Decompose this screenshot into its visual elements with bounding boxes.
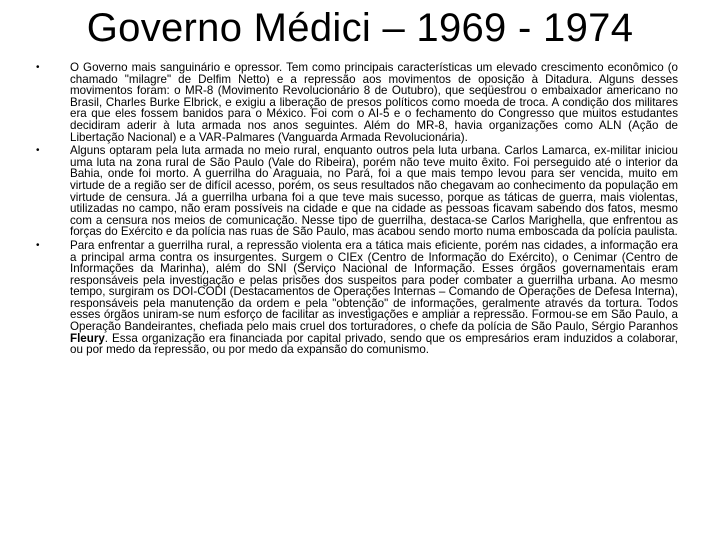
bullet-text: Alguns optaram pela luta armada no meio rural, enquanto outros pela luta urbana. Carlos Lamarca, ex-militar iniciou uma luta na zona rural de São Paulo (Vale do Ribeira), porém não teve muito êxito. Foi perseguido até o interior da Bahia, onde foi morto. A guerrilha do Araguaia, no Pará, foi a que mais tempo levou para ser vencida, muito em virtude de a região ser de difícil acesso, porém, os seus resultados não chegavam ao conhecimento da população em virtude de censura. Já a guerrilha urbana foi a que teve mais sucesso, porque as táticas de guerra, mais violentas, utilizadas no campo, não eram possíveis na cidade e que na cidade as pessoas ficavam sabendo dos fatos, mesmo com a censura nos meios de comunicação. Nesse tipo de guerrilha, destaca-se Carlos Marighella, que enfrentou as forças do Exército e da polícia nas ruas de São Paulo, mas acabou sendo morto numa emboscada da polícia paulista. [70,144,678,239]
bullet-item [36,240,678,356]
bullet-item [36,62,678,143]
bullet-dot-icon: • [36,145,40,157]
bullet-dot-icon: • [36,62,40,73]
bullet-text: O Governo mais sanguinário e opressor. Tem como principais características um elevado crescimento econômico (o chamado "milagre" de Delfim Netto) e a repressão aos movimentos de oposição à Ditadura. Alguns desses movimentos foram: o MR-8 (Movimento Revolucionário 8 de Outubro), que seqüestrou o embaixador americano no Brasil, Charles Burke Elbrick, e exigiu a liberação de presos políticos como moeda de troca. A condição dos militares era que eles fossem banidos para o México. Foi com o AI-5 e o fechamento do Congresso que muitos estudantes decidiram aderir à luta armada nos anos seguintes. Além do MR-8, havia organizações como ALN (Ação de Libertação Nacional) e a VAR-Palmares (Vanguarda Armada Revolucionária). [70,61,678,144]
bullet-text-start: Para enfrentar a guerrilha rural, a repressão violenta era a tática mais eficiente, porém nas cidades, a informação era a principal arma contra os insurgentes. Surgem o CIEx (Centro de Informação do Exército), o Cenimar (Centro de Informações da Marinha), além do SNI (Serviço Nacional de Informação. Esses órgãos governamentais eram responsáveis pela investigação e pelas prisões dos suspeitos para poder combater a guerrilha urbana. Ao mesmo tempo, surgiram os DOI-CODI (Destacamentos de Operações Internas – Comando de Operações de Defesa Interna), responsáveis pela manutenção da ordem e pela "obtenção" de informações, geralmente através da tortura. Todos esses órgãos uniram-se num esforço de facilitar as investigações e ampliar a repressão. Formou-se em São Paulo, a Operação Bandeirantes, chefiada pelo mais cruel dos torturadores, o chefe da polícia de São Paulo, Sérgio Paranhos [70,238,678,334]
bullet-list [36,62,678,356]
slide-title: Governo Médici – 1969 - 1974 [86,6,634,50]
bullet-text-end: . Essa organização era financiada por capital privado, sendo que os empresários eram induzidos a colaborar, ou por medo da repressão, ou por medo da expansão do comunismo. [70,331,678,357]
bullet-item [36,145,678,238]
bullet-dot-icon: • [36,239,40,251]
bullet-text-bold-name: Fleury [70,331,105,345]
